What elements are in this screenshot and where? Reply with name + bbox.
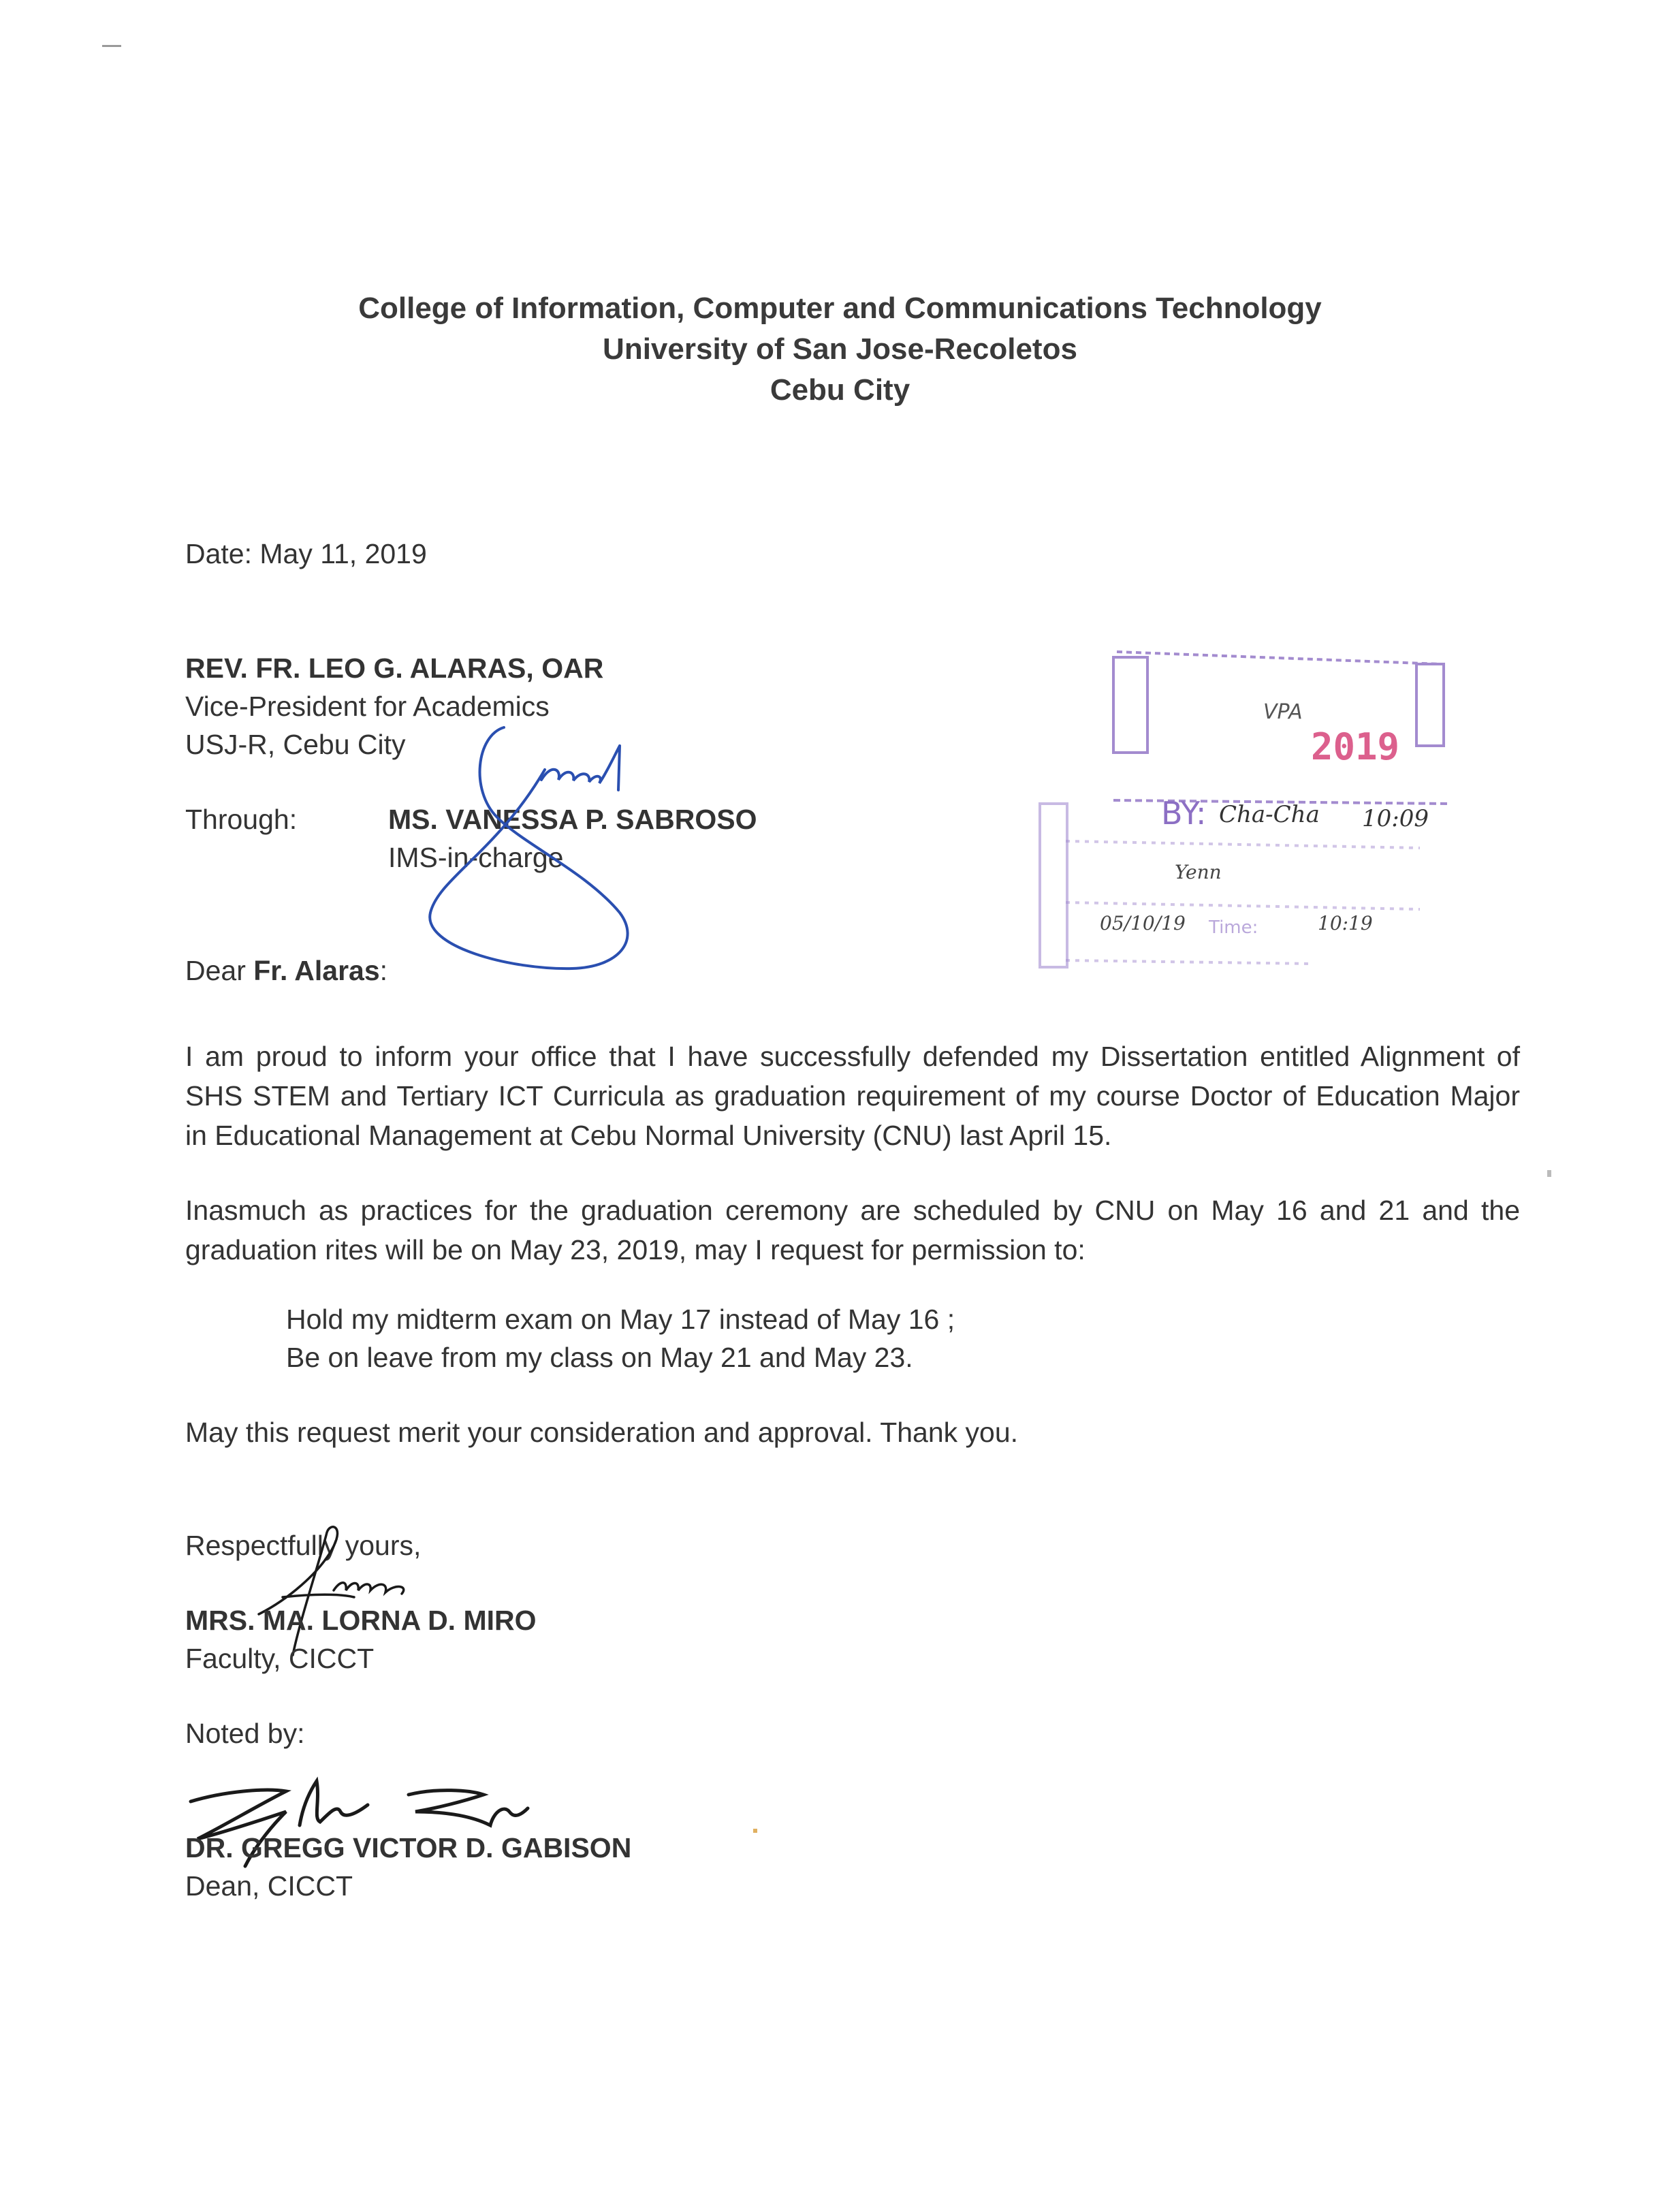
body-paragraph-2 [185, 1191, 1520, 1270]
recipient-name: REV. FR. LEO G. ALARAS, OAR [185, 652, 604, 684]
header-city: Cebu City [770, 373, 910, 407]
request-item: Hold my midterm exam on May 17 instead of May 16 ; [286, 1304, 955, 1335]
salutation-name: Fr. Alaras [253, 955, 380, 986]
body-paragraph-1 [185, 1037, 1520, 1155]
salutation [185, 955, 387, 987]
noted-label: Noted by: [185, 1718, 305, 1749]
scan-mark [753, 1829, 757, 1833]
stamp-by-sig: Cha-Cha [1219, 801, 1320, 828]
request-item: Be on leave from my class on May 21 and May 23. [286, 1342, 913, 1373]
through-label: Through: [185, 804, 298, 835]
stamp-office: VPA [1263, 700, 1303, 724]
stamp-by2: Yenn [1175, 861, 1222, 883]
closing-line: May this request merit your consideration and approval. Thank you. [185, 1417, 1019, 1448]
para1-line: SHS STEM and Tertiary ICT Curricula as graduation requirement of my course Doctor of Education Major [185, 1080, 1520, 1112]
date-line: Date: May 11, 2019 [185, 538, 427, 569]
para1-line: I am proud to inform your office that I have successfully defended my Dissertation entitled Alignment of [185, 1041, 1520, 1072]
scan-mark [1547, 1170, 1551, 1177]
salutation-prefix: Dear [185, 955, 254, 986]
stamp-time2: 10:19 [1318, 912, 1373, 934]
para2-line: Inasmuch as practices for the graduation ceremony are scheduled by CNU on May 16 and 21 and the [185, 1195, 1520, 1226]
noted-title: Dean, CICCT [185, 1870, 353, 1902]
header-university: University of San Jose-Recoletos [603, 332, 1077, 366]
scan-mark [102, 45, 121, 47]
noted-name: DR. GREGG VICTOR D. GABISON [185, 1832, 632, 1863]
signoff-name: MRS. MA. LORNA D. MIRO [185, 1605, 537, 1636]
through-name: MS. VANESSA P. SABROSO [388, 804, 757, 835]
signoff-title: Faculty, CICCT [185, 1643, 375, 1674]
stamp-date: 2019 [1311, 725, 1400, 768]
stamp-by-label: BY: [1161, 795, 1207, 832]
recipient-org: USJ-R, Cebu City [185, 729, 406, 760]
stamp-time: 10:09 [1362, 805, 1429, 832]
para1-line: in Educational Management at Cebu Normal University (CNU) last April 15. [185, 1120, 1112, 1151]
sabroso-signature [415, 715, 667, 974]
para2-line: graduation rites will be on May 23, 2019, may I request for permission to: [185, 1234, 1085, 1265]
header-college: College of Information, Computer and Communications Technology [358, 292, 1322, 325]
stamp-time-label: Time: [1209, 917, 1258, 938]
received-stamp [1039, 644, 1447, 977]
salutation-suffix: : [379, 955, 388, 986]
recipient-title: Vice-President for Academics [185, 691, 550, 722]
stamp-date2: 05/10/19 [1100, 912, 1186, 934]
through-title: IMS-in-charge [388, 842, 564, 873]
signoff-closing: Respectfully yours, [185, 1530, 422, 1561]
